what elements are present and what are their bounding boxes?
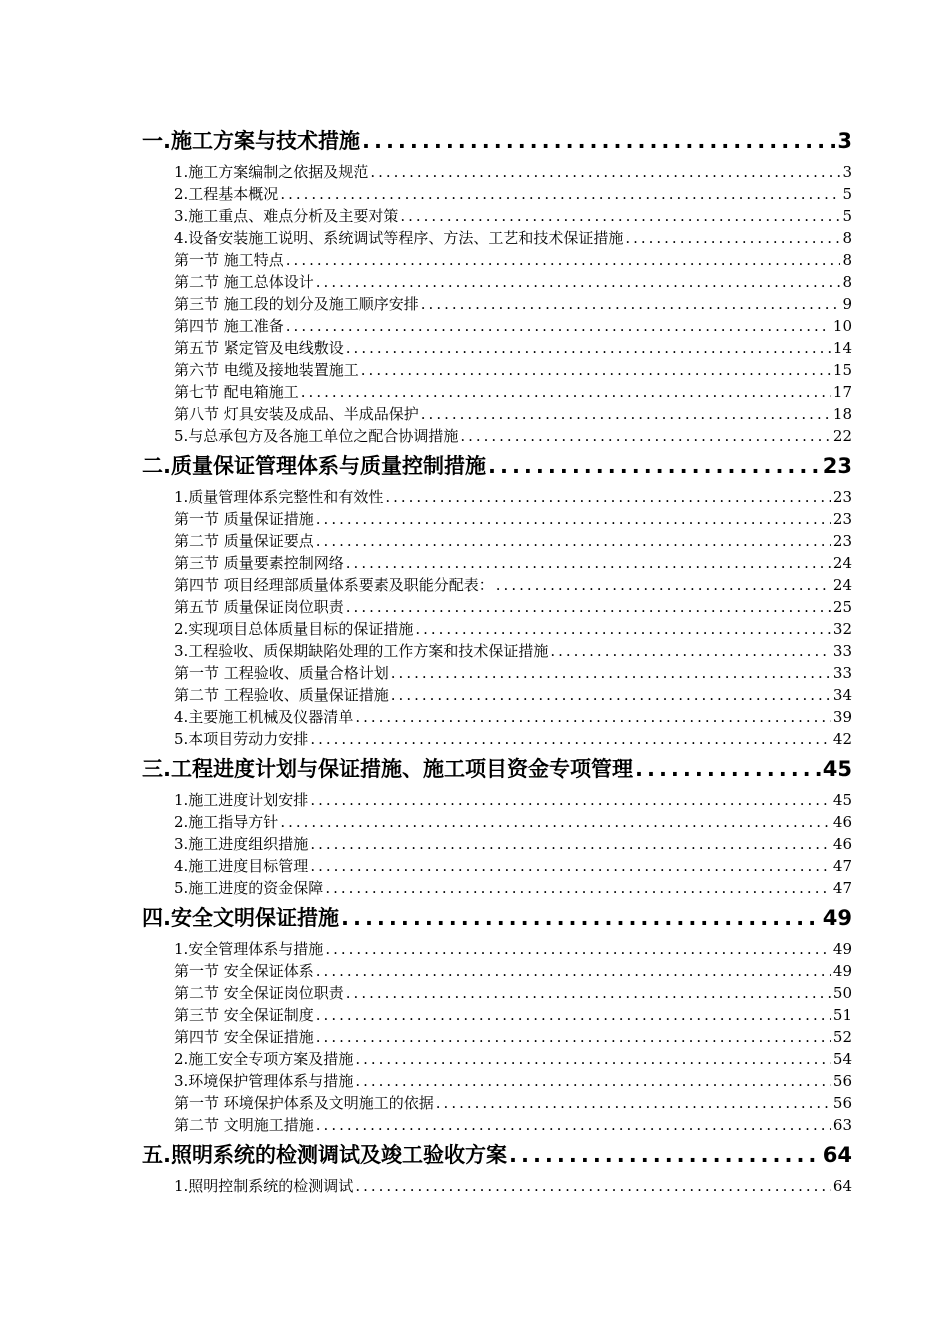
table-of-contents [142,122,852,1197]
toc-page-number: 18 [832,405,852,423]
toc-entry-title: 第一节 工程验收、质量合格计划 [174,664,389,682]
toc-section-entry[interactable] [142,403,852,425]
toc-page-number: 49 [832,962,852,980]
toc-entry-title: 4.主要施工机械及仪器清单 [174,708,354,726]
toc-section-entry[interactable] [142,183,852,205]
toc-section-entry[interactable] [142,227,852,249]
toc-entry-title: 1.质量管理体系完整性和有效性 [174,488,384,506]
toc-section-entry[interactable] [142,293,852,315]
toc-section-entry[interactable] [142,684,852,706]
toc-page-number: 32 [832,620,852,638]
toc-dot-leader [400,205,840,227]
toc-section-entry[interactable] [142,640,852,662]
toc-entry-title: 第八节 灯具安装及成品、半成品保护 [174,405,419,423]
toc-page-number: 9 [842,295,852,313]
toc-section-entry[interactable] [142,833,852,855]
toc-entry-title: 3.施工重点、难点分析及主要对策 [174,207,399,225]
toc-section-entry[interactable] [142,1048,852,1070]
toc-dot-leader [346,596,831,618]
toc-dot-leader [355,1175,831,1197]
toc-dot-leader [550,640,831,662]
toc-entry-title: 一.施工方案与技术措施 [142,129,360,153]
toc-dot-leader [316,1114,831,1136]
toc-entry-title: 五.照明系统的检测调试及竣工验收方案 [142,1143,507,1167]
toc-entry-title: 4.施工进度目标管理 [174,857,309,875]
toc-dot-leader [316,1004,831,1026]
toc-section-entry[interactable] [142,960,852,982]
toc-page-number: 47 [832,879,852,897]
toc-dot-leader [355,706,831,728]
toc-page-number: 17 [832,383,852,401]
toc-dot-leader [436,1092,831,1114]
toc-section-entry[interactable] [142,425,852,447]
toc-section-entry[interactable] [142,552,852,574]
toc-section-entry[interactable] [142,618,852,640]
toc-dot-leader [310,728,831,750]
toc-section-entry[interactable] [142,728,852,750]
toc-dot-leader [421,293,841,315]
toc-section-entry[interactable] [142,486,852,508]
toc-entry-title: 3.工程验收、质保期缺陷处理的工作方案和技术保证措施 [174,642,549,660]
toc-section-entry[interactable] [142,855,852,877]
toc-dot-leader [496,574,831,596]
toc-section-entry[interactable] [142,938,852,960]
toc-page-number: 8 [842,229,852,247]
toc-dot-leader [391,684,831,706]
toc-entry-title: 3.环境保护管理体系与措施 [174,1072,354,1090]
toc-dot-leader [310,789,831,811]
toc-entry-title: 第七节 配电箱施工 [174,383,299,401]
toc-entry-title: 第二节 安全保证岗位职责 [174,984,344,1002]
toc-chapter-entry[interactable] [142,753,852,785]
toc-page-number: 45 [822,757,852,781]
toc-entry-title: 三.工程进度计划与保证措施、施工项目资金专项管理 [142,757,633,781]
toc-page-number: 3 [842,163,852,181]
toc-entry-title: 第二节 质量保证要点 [174,532,314,550]
toc-entry-title: 1.施工方案编制之依据及规范 [174,163,369,181]
toc-dot-leader [488,450,821,482]
toc-entry-title: 第四节 施工准备 [174,317,284,335]
toc-section-entry[interactable] [142,1114,852,1136]
toc-page-number: 10 [832,317,852,335]
toc-page-number: 3 [837,129,852,153]
toc-page-number: 52 [832,1028,852,1046]
toc-section-entry[interactable] [142,877,852,899]
toc-section-entry[interactable] [142,530,852,552]
toc-section-entry[interactable] [142,1175,852,1197]
toc-dot-leader [325,877,831,899]
toc-dot-leader [625,227,840,249]
toc-entry-title: 第四节 安全保证措施 [174,1028,314,1046]
toc-section-entry[interactable] [142,381,852,403]
toc-section-entry[interactable] [142,359,852,381]
toc-page-number: 56 [832,1094,852,1112]
toc-entry-title: 5.与总承包方及各施工单位之配合协调措施 [174,427,459,445]
toc-dot-leader [280,811,831,833]
toc-dot-leader [301,381,831,403]
toc-chapter-entry[interactable] [142,450,852,482]
toc-chapter-entry[interactable] [142,902,852,934]
toc-page-number: 49 [832,940,852,958]
toc-section-entry[interactable] [142,508,852,530]
toc-entry-title: 第三节 质量要素控制网络 [174,554,344,572]
toc-dot-leader [421,403,831,425]
toc-page-number: 47 [832,857,852,875]
toc-dot-leader [316,1026,831,1048]
toc-section-entry[interactable] [142,662,852,684]
toc-entry-title: 4.设备安装施工说明、系统调试等程序、方法、工艺和技术保证措施 [174,229,624,247]
toc-page-number: 25 [832,598,852,616]
toc-page-number: 22 [832,427,852,445]
toc-entry-title: 第六节 电缆及接地装置施工 [174,361,359,379]
toc-section-entry[interactable] [142,249,852,271]
toc-dot-leader [391,662,831,684]
toc-entry-title: 四.安全文明保证措施 [142,906,339,930]
toc-dot-leader [355,1070,831,1092]
toc-dot-leader [460,425,831,447]
toc-page-number: 51 [832,1006,852,1024]
toc-page-number: 24 [832,554,852,572]
toc-dot-leader [370,161,840,183]
toc-section-entry[interactable] [142,982,852,1004]
toc-section-entry[interactable] [142,1092,852,1114]
toc-dot-leader [325,938,831,960]
toc-entry-title: 第三节 安全保证制度 [174,1006,314,1024]
toc-page-number: 64 [832,1177,852,1195]
toc-dot-leader [346,982,831,1004]
toc-entry-title: 2.施工指导方针 [174,813,279,831]
toc-page-number: 8 [842,251,852,269]
toc-section-entry[interactable] [142,596,852,618]
toc-entry-title: 第一节 质量保证措施 [174,510,314,528]
toc-page-number: 15 [832,361,852,379]
toc-page-number: 23 [832,488,852,506]
toc-entry-title: 2.工程基本概况 [174,185,279,203]
toc-page-number: 24 [832,576,852,594]
toc-entry-title: 3.施工进度组织措施 [174,835,309,853]
toc-dot-leader [316,271,841,293]
toc-dot-leader [415,618,831,640]
toc-page-number: 50 [832,984,852,1002]
toc-page-number: 8 [842,273,852,291]
toc-entry-title: 第五节 紧定管及电线敷设 [174,339,344,357]
toc-page-number: 14 [832,339,852,357]
toc-page-number: 5 [842,185,852,203]
toc-dot-leader [385,486,831,508]
toc-page-number: 49 [822,906,852,930]
toc-section-entry[interactable] [142,271,852,293]
toc-section-entry[interactable] [142,1004,852,1026]
toc-entry-title: 1.安全管理体系与措施 [174,940,324,958]
toc-dot-leader [355,1048,831,1070]
toc-page-number: 54 [832,1050,852,1068]
toc-page-number: 33 [832,642,852,660]
toc-dot-leader [361,359,831,381]
toc-page-number: 42 [832,730,852,748]
toc-dot-leader [286,249,841,271]
toc-section-entry[interactable] [142,205,852,227]
toc-section-entry[interactable] [142,1026,852,1048]
toc-dot-leader [310,855,831,877]
toc-dot-leader [316,530,831,552]
toc-dot-leader [346,552,831,574]
toc-entry-title: 1.施工进度计划安排 [174,791,309,809]
toc-section-entry[interactable] [142,574,852,596]
toc-section-entry[interactable] [142,706,852,728]
toc-page-number: 5 [842,207,852,225]
toc-entry-title: 1.照明控制系统的检测调试 [174,1177,354,1195]
toc-dot-leader [286,315,831,337]
toc-dot-leader [280,183,840,205]
toc-entry-title: 5.本项目劳动力安排 [174,730,309,748]
toc-entry-title: 第四节 项目经理部质量体系要素及职能分配表： [174,576,494,594]
toc-section-entry[interactable] [142,315,852,337]
toc-entry-title: 第二节 工程验收、质量保证措施 [174,686,389,704]
toc-page-number: 56 [832,1072,852,1090]
toc-entry-title: 5.施工进度的资金保障 [174,879,324,897]
toc-dot-leader [509,1139,821,1171]
toc-section-entry[interactable] [142,337,852,359]
toc-page-number: 23 [832,510,852,528]
toc-chapter-entry[interactable] [142,125,852,157]
toc-entry-title: 2.实现项目总体质量目标的保证措施 [174,620,414,638]
toc-entry-title: 第五节 质量保证岗位职责 [174,598,344,616]
toc-entry-title: 第二节 文明施工措施 [174,1116,314,1134]
toc-dot-leader [362,125,835,157]
toc-dot-leader [346,337,831,359]
toc-chapter-entry[interactable] [142,1139,852,1171]
toc-page-number: 64 [822,1143,852,1167]
toc-dot-leader [635,753,821,785]
toc-section-entry[interactable] [142,811,852,833]
toc-entry-title: 二.质量保证管理体系与质量控制措施 [142,454,486,478]
toc-page-number: 33 [832,664,852,682]
toc-page-number: 46 [832,835,852,853]
toc-page-number: 23 [832,532,852,550]
toc-page-number: 45 [832,791,852,809]
toc-section-entry[interactable] [142,161,852,183]
toc-entry-title: 第三节 施工段的划分及施工顺序安排 [174,295,419,313]
toc-dot-leader [316,508,831,530]
toc-page-number: 23 [822,454,852,478]
toc-section-entry[interactable] [142,789,852,811]
toc-entry-title: 第一节 环境保护体系及文明施工的依据 [174,1094,434,1112]
toc-page-number: 34 [832,686,852,704]
toc-dot-leader [310,833,831,855]
toc-entry-title: 2.施工安全专项方案及措施 [174,1050,354,1068]
toc-dot-leader [341,902,821,934]
toc-entry-title: 第一节 施工特点 [174,251,284,269]
toc-page-number: 39 [832,708,852,726]
toc-section-entry[interactable] [142,1070,852,1092]
toc-page-number: 46 [832,813,852,831]
toc-dot-leader [316,960,831,982]
toc-entry-title: 第二节 施工总体设计 [174,273,314,291]
toc-entry-title: 第一节 安全保证体系 [174,962,314,980]
toc-page-number: 63 [832,1116,852,1134]
